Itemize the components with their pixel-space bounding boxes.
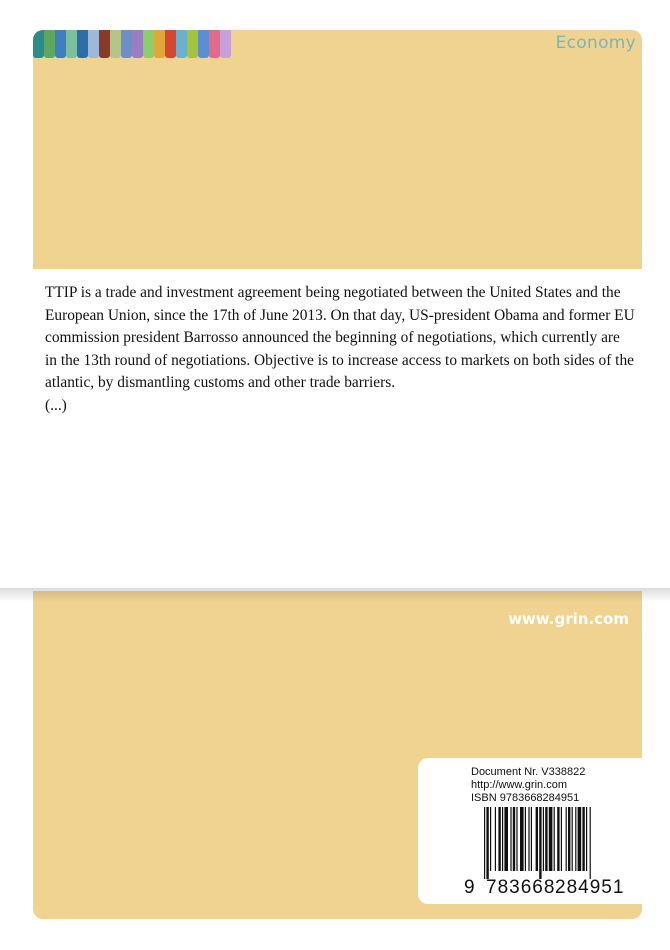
barcode-bar (554, 807, 555, 871)
color-stripe (33, 30, 44, 58)
book-description (45, 282, 635, 418)
color-stripe (198, 30, 209, 58)
barcode-bar (549, 807, 553, 871)
barcode-bar (543, 807, 544, 871)
barcode-bar (520, 807, 524, 871)
barcode-digit-first: 9 (464, 877, 476, 898)
color-stripe (66, 30, 77, 58)
barcode-digits-group1: 783668 (486, 877, 556, 898)
color-stripe (44, 30, 55, 58)
barcode-bar (582, 807, 584, 871)
color-stripe-bar (33, 30, 231, 58)
color-stripe (154, 30, 165, 58)
barcode-bar (536, 807, 538, 871)
barcode-bar (513, 807, 515, 871)
color-stripe (132, 30, 143, 58)
barcode-bar (590, 807, 591, 879)
color-stripe (121, 30, 132, 58)
barcode-box (418, 758, 642, 904)
category-label: Economy (555, 33, 636, 53)
barcode-bar (528, 807, 529, 871)
barcode-digits-group2: 284951 (555, 877, 625, 898)
document-number: Document Nr. V338822 (471, 766, 586, 778)
barcode-bar (545, 807, 547, 871)
color-stripe (165, 30, 176, 58)
publisher-url[interactable]: www.grin.com (508, 610, 629, 628)
barcode-bar (539, 807, 541, 879)
barcode-bar (486, 807, 488, 879)
document-website: http://www.grin.com (471, 779, 567, 791)
description-ellipsis: (...) (45, 396, 67, 414)
cover-top-panel (33, 30, 642, 269)
barcode-bar (578, 807, 582, 871)
isbn-label: ISBN 9783668284951 (471, 792, 580, 804)
barcode-bar (561, 807, 562, 871)
barcode-bar (502, 807, 503, 871)
barcode-bar (504, 807, 508, 871)
barcode-bar (484, 807, 485, 879)
barcode-icon (484, 807, 628, 879)
barcode-bar (572, 807, 573, 871)
barcode-bar (490, 807, 491, 871)
barcode-bar (531, 807, 532, 871)
barcode-bar (586, 807, 587, 871)
barcode-bar (516, 807, 517, 871)
cover-bottom-panel (33, 591, 642, 919)
barcode-bar (525, 807, 526, 871)
color-stripe (209, 30, 220, 58)
barcode-bar (575, 807, 576, 871)
barcode-bar (557, 807, 559, 871)
color-stripe (88, 30, 99, 58)
page-fold-shadow (0, 588, 670, 602)
color-stripe (99, 30, 110, 58)
description-text: TTIP is a trade and investment agreement being negotiated between the United States and the European Union, since the 17th of June 2013. On that day, US-president Obama and former EU commission president Barrosso announced the beginning of negotiations, which currently are in the 13th round of negotiations. Objective is to increase access to markets on both sides of the atlantic, by dismantling customs and other trade barriers. (45, 284, 635, 392)
document-meta (471, 766, 585, 805)
color-stripe (187, 30, 198, 58)
color-stripe (176, 30, 187, 58)
barcode-bar (566, 807, 567, 871)
barcode-bar (495, 807, 496, 871)
color-stripe (55, 30, 66, 58)
color-stripe (143, 30, 154, 58)
color-stripe (220, 30, 231, 58)
barcode-bar (568, 807, 570, 871)
barcode-bar (498, 807, 500, 871)
color-stripe (77, 30, 88, 58)
barcode-bar (510, 807, 511, 871)
color-stripe (110, 30, 121, 58)
